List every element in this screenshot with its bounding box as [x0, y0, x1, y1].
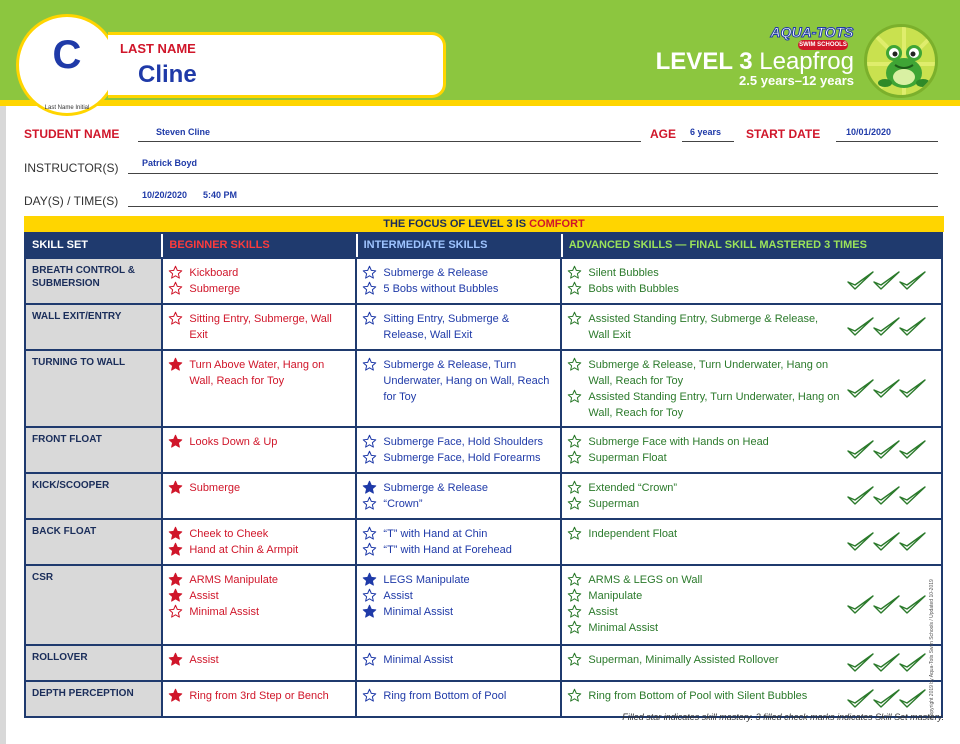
skill-item — [362, 496, 555, 512]
last-name-label: LAST NAME — [120, 41, 196, 56]
skill-item — [362, 450, 555, 466]
mastery-checks — [847, 269, 927, 293]
empty-star-icon — [567, 620, 582, 635]
check-mark-icon — [874, 318, 899, 335]
col-advanced: ADVANCED SKILLS — FINAL SKILL MASTERED 3 TIMES — [568, 239, 867, 251]
student-name-label: STUDENT NAME — [24, 127, 120, 141]
skill-text: Submerge — [189, 283, 241, 295]
skill-text: Turn Above Water, Hang on Wall, Reach for Toy — [189, 359, 325, 387]
skill-item — [168, 588, 350, 604]
advanced-cell — [562, 259, 941, 303]
check-mark-icon — [874, 533, 899, 550]
skill-text: Submerge Face with Hands on Head — [588, 436, 769, 448]
check-mark-icon — [874, 690, 899, 707]
skill-text: Assist — [588, 606, 618, 618]
table-body — [26, 257, 941, 716]
empty-star-icon — [362, 496, 377, 511]
skill-text: “T” with Hand at Chin — [383, 528, 488, 540]
skill-item — [168, 526, 350, 542]
last-name-initial: C — [52, 33, 82, 77]
skill-item — [362, 480, 555, 496]
legend-footnote: Filled star indicates skill mastery. 3 filled check marks indicates Skill Set mastery. — [622, 712, 944, 722]
intermediate-cell — [357, 474, 562, 518]
check-mark-icon — [848, 533, 873, 550]
check-mark-icon — [874, 654, 899, 671]
empty-star-icon — [168, 311, 183, 326]
check-mark-icon — [848, 654, 873, 671]
skill-text: Manipulate — [588, 590, 643, 602]
skill-item — [567, 480, 841, 496]
skill-text: Submerge & Release — [383, 482, 488, 494]
empty-star-icon — [567, 496, 582, 511]
skill-item — [362, 588, 555, 604]
intermediate-cell — [357, 351, 562, 426]
empty-star-icon — [567, 389, 582, 404]
intermediate-cell — [357, 566, 562, 644]
student-name-line — [138, 141, 641, 142]
skill-text: Submerge & Release, Turn Underwater, Hang on Wall, Reach for Toy — [383, 359, 550, 403]
skill-text: Bobs with Bubbles — [588, 283, 679, 295]
instructor-label: INSTRUCTOR(S) — [24, 161, 119, 175]
skills-table — [24, 232, 943, 718]
check-mark-icon — [900, 533, 925, 550]
skill-set-name: DEPTH PERCEPTION — [26, 682, 163, 716]
skill-text: “T” with Hand at Forehead — [383, 544, 512, 556]
start-date-line — [836, 141, 938, 142]
mastery-checks — [847, 377, 927, 401]
skill-item — [168, 652, 350, 668]
check-mark-icon — [848, 690, 873, 707]
check-mark-icon — [874, 596, 899, 613]
beginner-cell — [163, 566, 357, 644]
table-row — [26, 564, 941, 644]
last-name-value: Cline — [138, 61, 197, 88]
skill-text: Hand at Chin & Armpit — [189, 544, 299, 556]
skill-item — [567, 496, 841, 512]
empty-star-icon — [567, 357, 582, 372]
intermediate-cell — [357, 682, 562, 716]
filled-star-icon — [168, 588, 183, 603]
skill-text: Ring from Bottom of Pool with Silent Bubbles — [588, 690, 808, 702]
empty-star-icon — [168, 604, 183, 619]
empty-star-icon — [567, 526, 582, 541]
skill-text: Assisted Standing Entry, Turn Underwater, Hang on Wall, Reach for Toy — [588, 391, 840, 419]
empty-star-icon — [567, 281, 582, 296]
skill-text: Sitting Entry, Submerge, Wall Exit — [189, 313, 332, 341]
empty-star-icon — [362, 450, 377, 465]
skill-text: Superman Float — [588, 452, 667, 464]
mastery-checks — [847, 593, 927, 617]
advanced-cell — [562, 474, 941, 518]
skill-item — [168, 604, 350, 620]
empty-star-icon — [362, 311, 377, 326]
filled-star-icon — [168, 572, 183, 587]
mastery-checks — [847, 687, 927, 711]
beginner-cell — [163, 428, 357, 472]
skill-item — [168, 311, 350, 343]
skill-item — [362, 604, 555, 620]
skill-item — [168, 434, 350, 450]
level-title — [600, 48, 854, 76]
level-name: Leapfrog — [759, 48, 854, 75]
check-mark-icon — [874, 272, 899, 289]
focus-word: COMFORT — [529, 218, 585, 230]
table-row — [26, 349, 941, 426]
empty-star-icon — [567, 480, 582, 495]
age-line — [682, 141, 734, 142]
intermediate-cell — [357, 520, 562, 564]
day-time-line — [128, 206, 938, 207]
filled-star-icon — [168, 688, 183, 703]
table-row — [26, 518, 941, 564]
skill-item — [567, 265, 841, 281]
skill-item — [362, 652, 555, 668]
skill-item — [362, 311, 555, 343]
skill-text: Cheek to Cheek — [189, 528, 269, 540]
advanced-cell — [562, 520, 941, 564]
skill-item — [362, 434, 555, 450]
empty-star-icon — [362, 688, 377, 703]
empty-star-icon — [362, 542, 377, 557]
table-header — [26, 234, 941, 257]
skill-item — [362, 281, 555, 297]
filled-star-icon — [362, 572, 377, 587]
skill-set-name: WALL EXIT/ENTRY — [26, 305, 163, 349]
skill-item — [362, 572, 555, 588]
filled-star-icon — [168, 357, 183, 372]
frog-icon — [864, 24, 938, 98]
empty-star-icon — [567, 604, 582, 619]
check-mark-icon — [848, 272, 873, 289]
filled-star-icon — [362, 480, 377, 495]
skill-text: Submerge Face, Hold Forearms — [383, 452, 541, 464]
filled-star-icon — [362, 604, 377, 619]
check-mark-icon — [900, 272, 925, 289]
logo-subtitle: SWIM SCHOOLS — [799, 42, 847, 48]
skill-item — [362, 526, 555, 542]
skill-set-name: BREATH CONTROL & SUBMERSION — [26, 259, 163, 303]
skill-set-name: KICK/SCOOPER — [26, 474, 163, 518]
skill-text: Minimal Assist — [383, 654, 454, 666]
skill-text: Sitting Entry, Submerge & Release, Wall Exit — [383, 313, 510, 341]
empty-star-icon — [567, 688, 582, 703]
empty-star-icon — [362, 357, 377, 372]
empty-star-icon — [168, 265, 183, 280]
skill-item — [362, 357, 555, 405]
table-row — [26, 257, 941, 303]
initial-caption: Last Name Initial — [44, 105, 90, 111]
advanced-cell — [562, 566, 941, 644]
page-edge — [0, 0, 6, 744]
advanced-cell — [562, 305, 941, 349]
table-row — [26, 472, 941, 518]
skill-text: LEGS Manipulate — [383, 574, 470, 586]
skill-set-name: BACK FLOAT — [26, 520, 163, 564]
skill-text: Minimal Assist — [189, 606, 260, 618]
col-beginner: BEGINNER SKILLS — [163, 234, 357, 257]
skill-item — [567, 572, 841, 588]
header-divider — [0, 100, 960, 106]
skill-text: Silent Bubbles — [588, 267, 659, 279]
skill-text: Submerge — [189, 482, 241, 494]
intermediate-cell — [357, 305, 562, 349]
skill-item — [567, 311, 841, 343]
skill-text: Superman, Minimally Assisted Rollover — [588, 654, 779, 666]
empty-star-icon — [567, 311, 582, 326]
skill-item — [168, 688, 350, 704]
skill-set-name: CSR — [26, 566, 163, 644]
check-mark-icon — [900, 690, 925, 707]
check-mark-icon — [900, 596, 925, 613]
skill-item — [168, 357, 350, 389]
mastery-checks — [847, 530, 927, 554]
filled-star-icon — [168, 652, 183, 667]
age-value: 6 years — [690, 127, 722, 137]
table-row — [26, 680, 941, 716]
skill-item — [567, 389, 841, 421]
skill-item — [567, 434, 841, 450]
intermediate-cell — [357, 646, 562, 680]
empty-star-icon — [362, 434, 377, 449]
skill-text: Ring from 3rd Step or Bench — [189, 690, 329, 702]
skill-set-name: ROLLOVER — [26, 646, 163, 680]
filled-star-icon — [168, 542, 183, 557]
check-mark-icon — [900, 380, 925, 397]
beginner-cell — [163, 259, 357, 303]
mastery-checks — [847, 484, 927, 508]
age-label: AGE — [650, 127, 677, 141]
filled-star-icon — [168, 480, 183, 495]
advanced-cell — [562, 646, 941, 680]
skill-text: Submerge & Release — [383, 267, 488, 279]
mastery-checks — [847, 315, 927, 339]
skill-item — [168, 265, 350, 281]
skill-set-name: TURNING TO WALL — [26, 351, 163, 426]
empty-star-icon — [362, 588, 377, 603]
initial-badge — [16, 14, 118, 116]
student-name-value: Steven Cline — [156, 127, 211, 137]
col-skill-set: SKILL SET — [26, 234, 163, 257]
skill-item — [362, 688, 555, 704]
skill-text: 5 Bobs without Bubbles — [383, 283, 499, 295]
start-date-label: START DATE — [746, 127, 821, 141]
table-row — [26, 426, 941, 472]
check-mark-icon — [874, 380, 899, 397]
check-mark-icon — [900, 654, 925, 671]
advanced-cell — [562, 351, 941, 426]
skill-text: Assisted Standing Entry, Submerge & Release, Wall Exit — [588, 313, 819, 341]
empty-star-icon — [567, 588, 582, 603]
focus-prefix: THE FOCUS OF LEVEL 3 IS — [383, 218, 530, 230]
advanced-cell — [562, 682, 941, 716]
skill-text: Minimal Assist — [588, 622, 659, 634]
beginner-cell — [163, 474, 357, 518]
skill-text: ARMS Manipulate — [189, 574, 279, 586]
skill-item — [567, 604, 841, 620]
logo-wordmark: AQUA-TOTS — [770, 24, 854, 40]
empty-star-icon — [362, 281, 377, 296]
skill-text: Assist — [189, 590, 219, 602]
beginner-cell — [163, 682, 357, 716]
intermediate-cell — [357, 259, 562, 303]
day-value: 10/20/2020 — [142, 190, 188, 200]
skill-text: ARMS & LEGS on Wall — [588, 574, 703, 586]
table-row — [26, 644, 941, 680]
day-time-label: DAY(S) / TIME(S) — [24, 194, 119, 208]
empty-star-icon — [362, 265, 377, 280]
advanced-cell — [562, 428, 941, 472]
empty-star-icon — [567, 572, 582, 587]
empty-star-icon — [567, 652, 582, 667]
level-ages: 2.5 years–12 years — [739, 73, 854, 88]
col-intermediate: INTERMEDIATE SKILLS — [358, 234, 563, 257]
skill-text: Superman — [588, 498, 640, 510]
skill-item — [168, 542, 350, 558]
check-mark-icon — [900, 441, 925, 458]
time-value: 5:40 PM — [203, 190, 238, 200]
check-mark-icon — [848, 596, 873, 613]
skill-item — [362, 542, 555, 558]
skill-text: Extended “Crown” — [588, 482, 678, 494]
check-mark-icon — [900, 487, 925, 504]
skill-item — [567, 281, 841, 297]
skill-text: Submerge Face, Hold Shoulders — [383, 436, 544, 448]
empty-star-icon — [567, 265, 582, 280]
start-date-value: 10/01/2020 — [846, 127, 892, 137]
check-mark-icon — [848, 441, 873, 458]
empty-star-icon — [567, 450, 582, 465]
skill-text: Minimal Assist — [383, 606, 454, 618]
empty-star-icon — [362, 652, 377, 667]
check-mark-icon — [900, 318, 925, 335]
skill-item — [567, 652, 841, 668]
instructor-value: Patrick Boyd — [142, 158, 198, 168]
instructor-line — [128, 173, 938, 174]
beginner-cell — [163, 351, 357, 426]
level-focus-banner — [24, 216, 944, 232]
mastery-checks — [847, 438, 927, 462]
skill-item — [567, 526, 841, 542]
check-mark-icon — [848, 487, 873, 504]
skill-text: Kickboard — [189, 267, 239, 279]
skill-item — [567, 588, 841, 604]
check-mark-icon — [848, 380, 873, 397]
skill-text: Ring from Bottom of Pool — [383, 690, 507, 702]
filled-star-icon — [168, 434, 183, 449]
skill-item — [168, 572, 350, 588]
beginner-cell — [163, 520, 357, 564]
table-row — [26, 303, 941, 349]
empty-star-icon — [567, 434, 582, 449]
empty-star-icon — [362, 526, 377, 541]
skill-item — [567, 450, 841, 466]
check-mark-icon — [848, 318, 873, 335]
intermediate-cell — [357, 428, 562, 472]
skill-set-name: FRONT FLOAT — [26, 428, 163, 472]
beginner-cell — [163, 646, 357, 680]
check-mark-icon — [874, 441, 899, 458]
copyright-notice: Copyright 2019 by Aqua-Tots Swim Schools / Updated 10-2019 — [929, 579, 935, 719]
last-name-box — [108, 32, 446, 98]
skill-item — [567, 688, 841, 704]
empty-star-icon — [168, 281, 183, 296]
mastery-checks — [847, 651, 927, 675]
level-number: LEVEL 3 — [655, 48, 753, 75]
skill-text: “Crown” — [383, 498, 423, 510]
skill-item — [168, 281, 350, 297]
skill-text: Independent Float — [588, 528, 678, 540]
check-mark-icon — [874, 487, 899, 504]
filled-star-icon — [168, 526, 183, 541]
skill-item — [567, 620, 841, 636]
beginner-cell — [163, 305, 357, 349]
skill-text: Assist — [189, 654, 219, 666]
skill-item — [168, 480, 350, 496]
skill-text: Assist — [383, 590, 413, 602]
skill-text: Looks Down & Up — [189, 436, 278, 448]
skill-item — [362, 265, 555, 281]
skill-text: Submerge & Release, Turn Underwater, Hang on Wall, Reach for Toy — [588, 359, 829, 387]
skill-item — [567, 357, 841, 389]
